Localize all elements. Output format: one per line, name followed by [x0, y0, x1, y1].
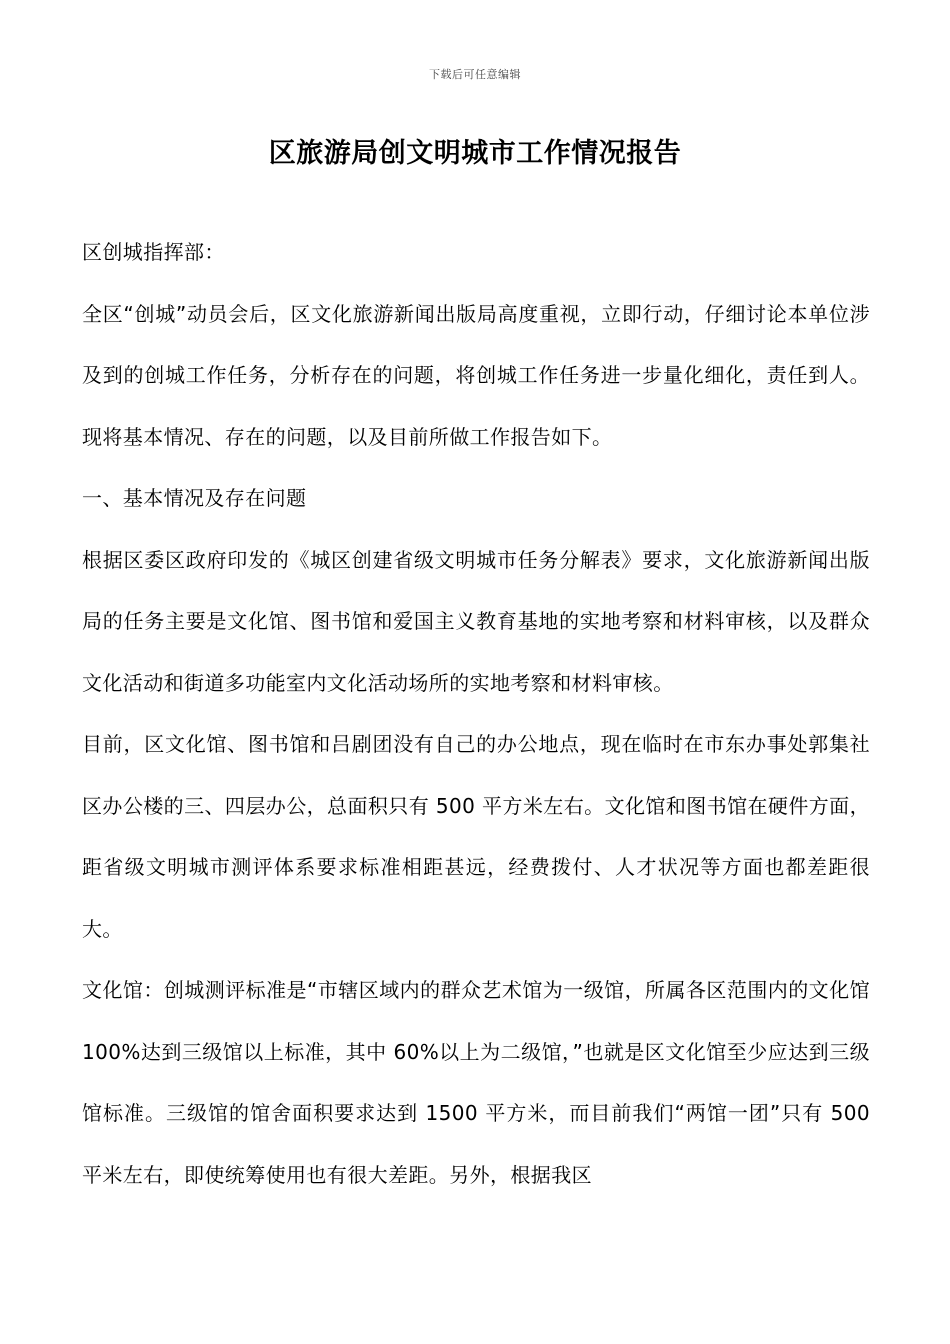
- section-heading: 一、基本情况及存在问题: [82, 486, 307, 510]
- header-note: 下载后可任意编辑: [429, 68, 521, 81]
- document-title: 区旅游局创文明城市工作情况报告: [268, 138, 682, 169]
- paragraph-intro: 全区“创城”动员会后，区文化旅游新闻出版局高度重视，立即行动，仔细讨论本单位涉及到的创城工作任务，分析存在的问题，将创城工作任务进一步量化细化，责任到人。现将基本情况、存在的问题，以及目前所做工作报告如下。: [82, 301, 870, 449]
- document-body: [82, 222, 870, 1206]
- paragraph-office: 目前，区文化馆、图书馆和吕剧团没有自己的办公地点，现在临时在市东办事处郭集社区办公楼的三、四层办公，总面积只有 500 平方米左右。文化馆和图书馆在硬件方面，距省级文明城市测评体系要求标准相距甚远，经费拨付、人才状况等方面也都差距很大。: [82, 732, 870, 941]
- paragraph-task: 根据区委区政府印发的《城区创建省级文明城市任务分解表》要求，文化旅游新闻出版局的任务主要是文化馆、图书馆和爱国主义教育基地的实地考察和材料审核，以及群众文化活动和街道多功能室内文化活动场所的实地考察和材料审核。: [82, 547, 870, 695]
- salutation: 区创城指挥部：: [82, 240, 225, 264]
- paragraph-culture-center: 文化馆：创城测评标准是“市辖区域内的群众艺术馆为一级馆，所属各区范围内的文化馆 100%达到三级馆以上标准，其中 60%以上为二级馆，”也就是区文化馆至少应达到三级馆标准。三级馆的馆舍面积要求达到 1500 平方米，而目前我们“两馆一团”只有 500 平米左右，即使统筹使用也有很大差距。另外，根据我区: [82, 978, 870, 1187]
